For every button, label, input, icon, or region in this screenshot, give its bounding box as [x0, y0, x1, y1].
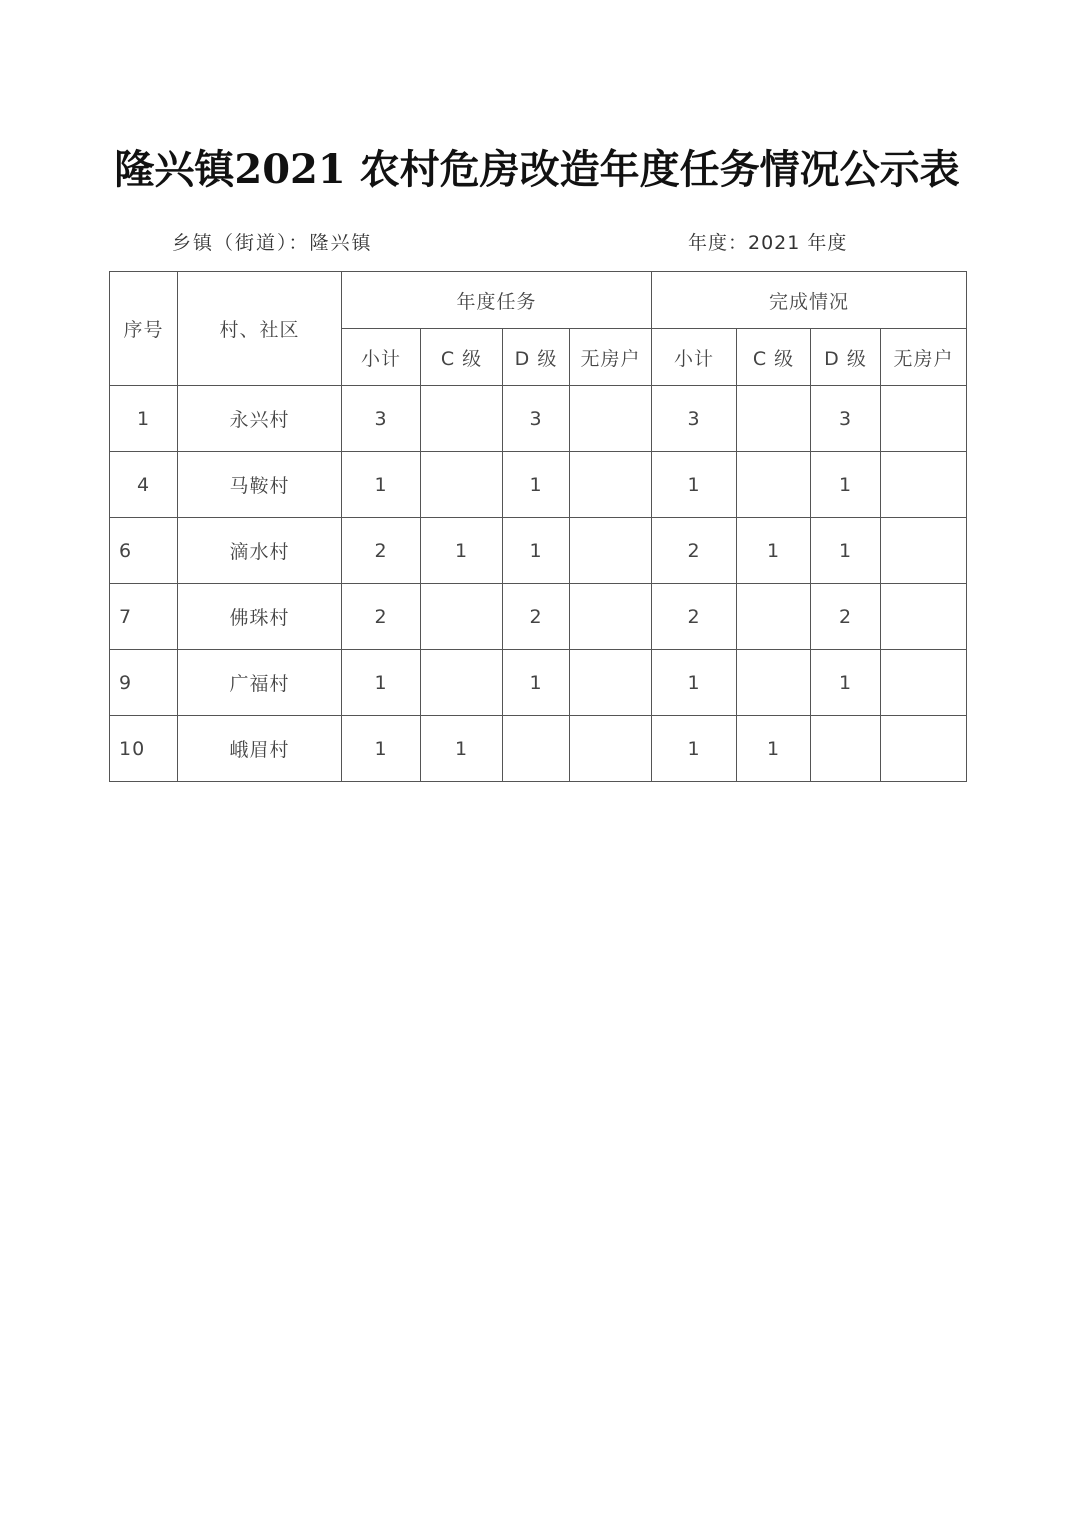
table-row — [110, 386, 967, 452]
row-cell — [881, 650, 967, 716]
header-row-group — [110, 272, 967, 329]
row-cell — [737, 650, 811, 716]
header-completion: 完成情况 — [652, 272, 967, 329]
row-index: 7 — [110, 584, 178, 650]
header-sub: 小计 — [342, 329, 421, 386]
row-cell — [570, 386, 652, 452]
row-cell — [881, 584, 967, 650]
row-cell: 2 — [652, 584, 737, 650]
header-sub: C 级 — [737, 329, 811, 386]
row-cell: 1 — [503, 518, 570, 584]
row-cell: 1 — [652, 650, 737, 716]
row-cell — [503, 716, 570, 782]
row-cell — [421, 452, 503, 518]
row-cell — [421, 386, 503, 452]
year-label: 年度：2021 年度 — [688, 232, 848, 254]
table-row — [110, 518, 967, 584]
row-index: 9 — [110, 650, 178, 716]
row-cell — [570, 650, 652, 716]
header-sub: C 级 — [421, 329, 503, 386]
row-cell: 1 — [652, 716, 737, 782]
row-cell — [881, 452, 967, 518]
row-cell: 1 — [811, 518, 881, 584]
row-cell: 1 — [737, 716, 811, 782]
row-village: 马鞍村 — [178, 452, 342, 518]
row-cell: 1 — [811, 452, 881, 518]
row-cell — [570, 518, 652, 584]
task-table — [109, 271, 967, 782]
row-cell: 1 — [652, 452, 737, 518]
row-cell: 1 — [342, 650, 421, 716]
row-cell — [570, 716, 652, 782]
table-row — [110, 584, 967, 650]
header-sub: 无房户 — [881, 329, 967, 386]
row-cell: 1 — [421, 518, 503, 584]
row-cell — [811, 716, 881, 782]
row-index: 4 — [110, 452, 178, 518]
header-sub: D 级 — [811, 329, 881, 386]
table-row — [110, 716, 967, 782]
row-village: 佛珠村 — [178, 584, 342, 650]
row-cell — [421, 584, 503, 650]
row-cell: 1 — [342, 716, 421, 782]
row-cell: 1 — [421, 716, 503, 782]
row-cell — [737, 584, 811, 650]
row-cell: 1 — [811, 650, 881, 716]
row-village: 峨眉村 — [178, 716, 342, 782]
header-sub: 小计 — [652, 329, 737, 386]
town-label: 乡镇（街道）：隆兴镇 — [172, 232, 373, 254]
table-row — [110, 650, 967, 716]
row-cell — [881, 518, 967, 584]
row-cell: 2 — [503, 584, 570, 650]
row-cell: 3 — [652, 386, 737, 452]
page-title: 隆兴镇2021 农村危房改造年度任务情况公示表 — [114, 146, 960, 193]
row-cell — [881, 386, 967, 452]
row-cell: 2 — [342, 518, 421, 584]
row-cell: 2 — [811, 584, 881, 650]
row-village: 永兴村 — [178, 386, 342, 452]
row-cell: 1 — [503, 452, 570, 518]
row-cell: 2 — [652, 518, 737, 584]
row-cell: 2 — [342, 584, 421, 650]
row-cell — [570, 584, 652, 650]
row-cell — [737, 452, 811, 518]
row-index: 10 — [110, 716, 178, 782]
row-cell: 1 — [342, 452, 421, 518]
row-index: 6 — [110, 518, 178, 584]
row-village: 滴水村 — [178, 518, 342, 584]
row-cell: 1 — [503, 650, 570, 716]
header-sub: 无房户 — [570, 329, 652, 386]
header-index: 序号 — [110, 272, 178, 386]
row-cell: 1 — [737, 518, 811, 584]
row-cell: 3 — [342, 386, 421, 452]
row-village: 广福村 — [178, 650, 342, 716]
header-sub: D 级 — [503, 329, 570, 386]
row-index: 1 — [110, 386, 178, 452]
row-cell: 3 — [503, 386, 570, 452]
row-cell: 3 — [811, 386, 881, 452]
header-village: 村、社区 — [178, 272, 342, 386]
row-cell — [421, 650, 503, 716]
row-cell — [881, 716, 967, 782]
row-cell — [570, 452, 652, 518]
header-annual-task: 年度任务 — [342, 272, 652, 329]
table-row — [110, 452, 967, 518]
row-cell — [737, 386, 811, 452]
